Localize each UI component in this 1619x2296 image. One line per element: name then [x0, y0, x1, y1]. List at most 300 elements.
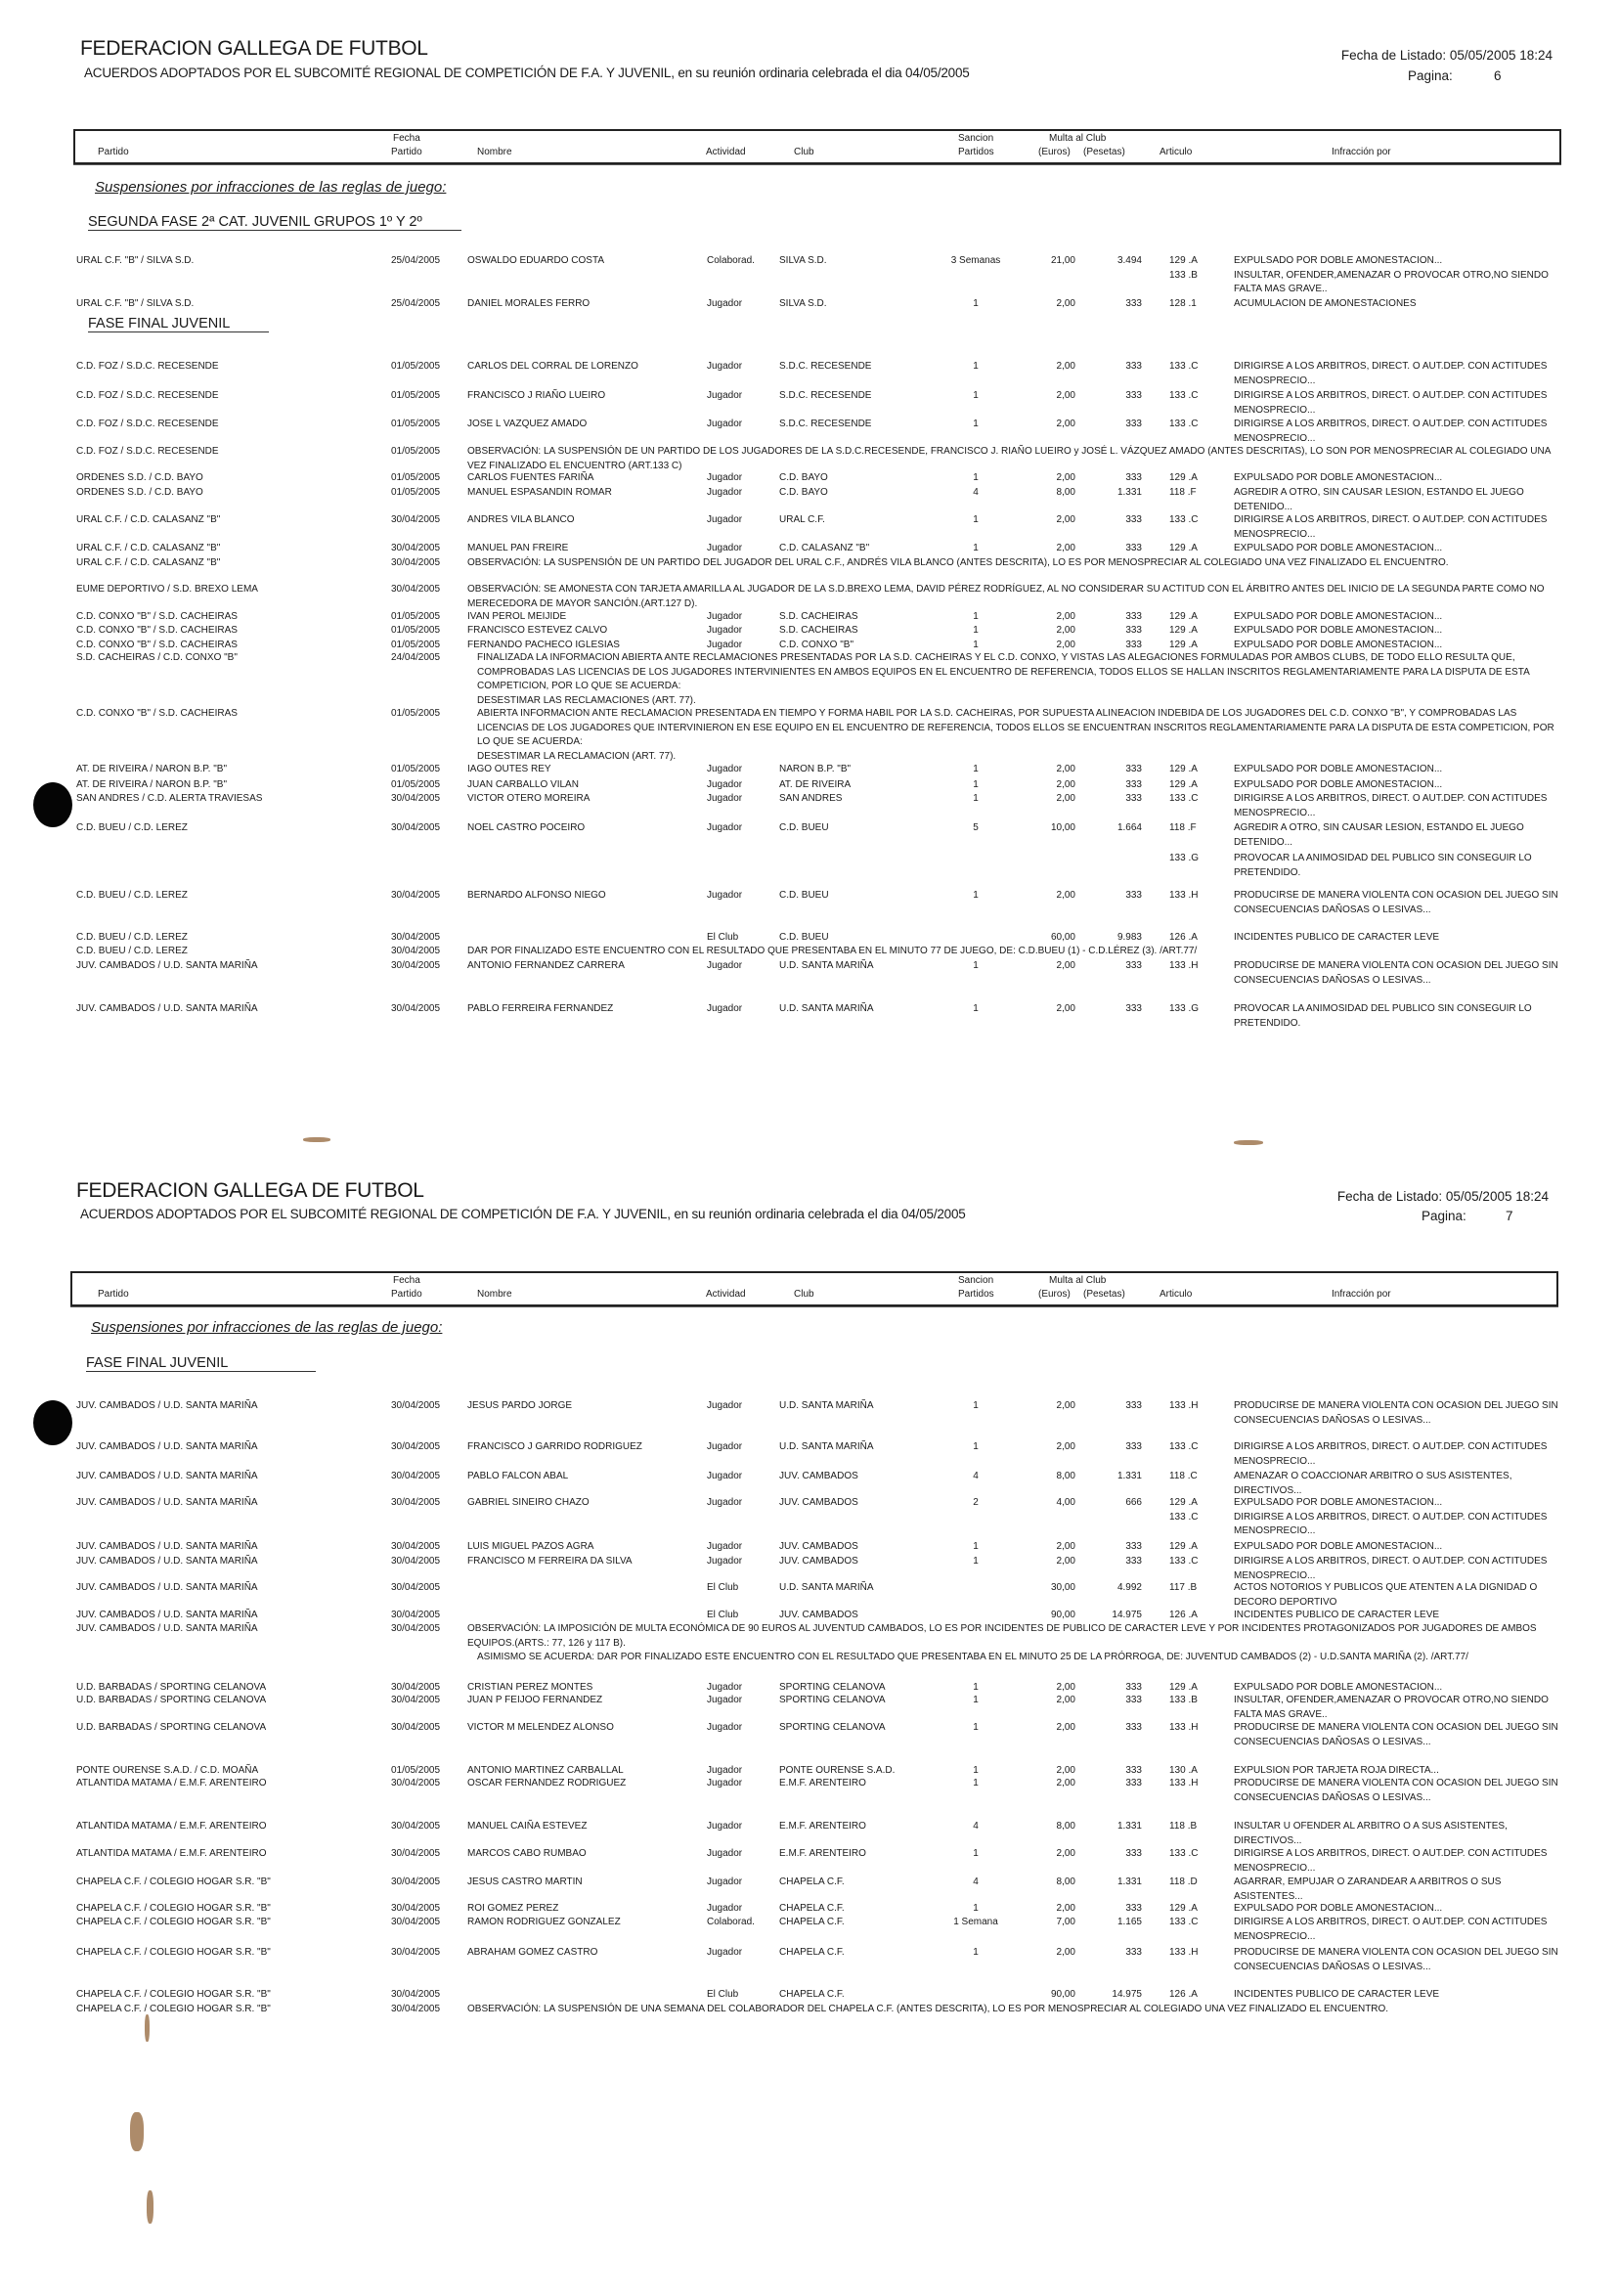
player-name-cell: IAGO OUTES REY — [467, 764, 551, 774]
suspension-matches-cell: 1 — [973, 890, 979, 901]
match-cell: CHAPELA C.F. / COLEGIO HOGAR S.R. "B" — [76, 1947, 271, 1958]
date-cell: 30/04/2005 — [391, 960, 441, 971]
club-cell: AT. DE RIVEIRA — [779, 779, 852, 790]
player-name-cell: JUAN CARBALLO VILAN — [467, 779, 579, 790]
article-cell: 129 .A — [1169, 1497, 1198, 1508]
fine-euros-cell: 2,00 — [1056, 793, 1075, 804]
fine-euros-cell: 2,00 — [1056, 1003, 1075, 1014]
date-cell: 30/04/2005 — [391, 793, 441, 804]
club-cell: E.M.F. ARENTEIRO — [779, 1821, 866, 1832]
observation-text — [467, 651, 1557, 708]
federation-title: FEDERACION GALLEGA DE FUTBOL — [80, 37, 428, 60]
page-number: 6 — [1494, 68, 1502, 83]
date-cell: 30/04/2005 — [391, 1917, 441, 1927]
fine-euros-cell: 2,00 — [1056, 890, 1075, 901]
header-nombre: Nombre — [477, 147, 512, 157]
observation-paragraph: DAR POR FINALIZADO ESTE ENCUENTRO CON EL RESULTADO QUE PRESENTABA EN EL MINUTO 77 DE JUEGO, DE: C.D.BUEU (1) - C.D.LÉREZ (3). /ART.77/ — [467, 946, 1198, 956]
match-cell: JUV. CAMBADOS / U.D. SANTA MARIÑA — [76, 1541, 258, 1552]
listing-date: Fecha de Listado: 05/05/2005 18:24 — [1336, 1189, 1549, 1204]
fine-euros-cell: 90,00 — [1050, 1610, 1075, 1620]
player-name-cell: FRANCISCO J RIAÑO LUEIRO — [467, 390, 606, 401]
club-cell: S.D.C. RECESENDE — [779, 390, 872, 401]
date-cell: 01/05/2005 — [391, 1765, 441, 1776]
suspension-matches-cell: 1 — [973, 361, 979, 372]
article-cell: 133 .H — [1169, 1778, 1199, 1788]
infraction-cell: EXPULSADO POR DOBLE AMONESTACION... — [1234, 255, 1443, 266]
fine-pesetas-cell: 333 — [1125, 640, 1142, 650]
fine-pesetas-cell: 1.331 — [1116, 1821, 1142, 1832]
activity-cell: El Club — [707, 1610, 739, 1620]
club-cell: SPORTING CELANOVA — [779, 1695, 886, 1705]
fine-euros-cell: 8,00 — [1056, 1821, 1075, 1832]
date-cell: 01/05/2005 — [391, 446, 441, 457]
infraction-cell: INCIDENTES PUBLICO DE CARACTER LEVE — [1234, 1989, 1440, 2000]
activity-cell: Jugador — [707, 890, 743, 901]
header-partido: Partido — [98, 147, 129, 157]
article-cell: 129 .A — [1169, 611, 1198, 622]
date-cell: 30/04/2005 — [391, 890, 441, 901]
activity-cell: Jugador — [707, 793, 743, 804]
activity-cell: Jugador — [707, 1947, 743, 1958]
club-cell: JUV. CAMBADOS — [779, 1471, 858, 1481]
header-infraccion: Infracción por — [1332, 147, 1391, 157]
observation-paragraph: ASIMISMO SE ACUERDA: DAR POR FINALIZADO ESTE ENCUENTRO CON EL RESULTADO QUE PRESENTABA EN EL MINUTO 25 DE LA PRÓRROGA, DE: JUVENTUD CAMBADOS (2) - U.D.SANTA MARIÑA (2). /ART.77/ — [477, 1652, 1468, 1662]
activity-cell: El Club — [707, 932, 739, 943]
date-cell: 25/04/2005 — [391, 298, 441, 309]
fine-pesetas-cell: 1.331 — [1116, 1877, 1142, 1887]
activity-cell: El Club — [707, 1989, 739, 2000]
article-cell: 133 .H — [1169, 1400, 1199, 1411]
infraction-cell: EXPULSADO POR DOBLE AMONESTACION... — [1234, 625, 1443, 636]
article-cell: 118 .C — [1169, 1471, 1198, 1481]
header-fecha: Fecha — [393, 1275, 420, 1286]
fine-pesetas-cell: 333 — [1125, 960, 1142, 971]
fine-pesetas-cell: 333 — [1125, 1765, 1142, 1776]
article-cell: 118 .F — [1169, 487, 1197, 498]
match-cell: CHAPELA C.F. / COLEGIO HOGAR S.R. "B" — [76, 1877, 271, 1887]
fine-pesetas-cell: 14.975 — [1112, 1989, 1142, 2000]
activity-cell: Jugador — [707, 1541, 743, 1552]
fine-euros-cell: 2,00 — [1056, 361, 1075, 372]
article-cell: 126 .A — [1169, 1610, 1198, 1620]
match-cell: C.D. FOZ / S.D.C. RECESENDE — [76, 419, 219, 429]
infraction-cell: EXPULSADO POR DOBLE AMONESTACION... — [1234, 640, 1443, 650]
date-cell: 30/04/2005 — [391, 1682, 441, 1693]
player-name-cell: JESUS CASTRO MARTIN — [467, 1877, 583, 1887]
article-cell: 117 .B — [1169, 1582, 1198, 1593]
match-cell: U.D. BARBADAS / SPORTING CELANOVA — [76, 1722, 267, 1733]
infraction-cell: DIRIGIRSE A LOS ARBITROS, DIRECT. O AUT.DEP. CON ACTITUDES MENOSPRECIO... — [1234, 361, 1548, 386]
date-cell: 25/04/2005 — [391, 255, 441, 266]
match-cell: C.D. FOZ / S.D.C. RECESENDE — [76, 390, 219, 401]
player-name-cell: JOSE L VAZQUEZ AMADO — [467, 419, 588, 429]
suspension-matches-cell: 1 — [973, 960, 979, 971]
player-name-cell: CARLOS DEL CORRAL DE LORENZO — [467, 361, 638, 372]
player-name-cell: IVAN PEROL MEIJIDE — [467, 611, 567, 622]
infraction-cell: ACTOS NOTORIOS Y PUBLICOS QUE ATENTEN A LA DIGNIDAD O DECORO DEPORTIVO — [1234, 1582, 1538, 1608]
suspensions-heading: Suspensiones por infracciones de las reglas de juego: — [95, 179, 447, 196]
fine-euros-cell: 2,00 — [1056, 298, 1075, 309]
club-cell: C.D. BAYO — [779, 472, 828, 483]
fine-pesetas-cell: 333 — [1125, 779, 1142, 790]
date-cell: 30/04/2005 — [391, 543, 441, 553]
fine-euros-cell: 21,00 — [1050, 255, 1075, 266]
match-cell: C.D. BUEU / C.D. LEREZ — [76, 932, 188, 943]
activity-cell: Jugador — [707, 1471, 743, 1481]
match-cell: C.D. CONXO "B" / S.D. CACHEIRAS — [76, 611, 238, 622]
fine-pesetas-cell: 1.331 — [1116, 1471, 1142, 1481]
club-cell: CHAPELA C.F. — [779, 1877, 845, 1887]
date-cell: 30/04/2005 — [391, 1003, 441, 1014]
suspension-matches-cell: 1 — [973, 1441, 979, 1452]
match-cell: CHAPELA C.F. / COLEGIO HOGAR S.R. "B" — [76, 1903, 271, 1914]
player-name-cell: ANTONIO MARTINEZ CARBALLAL — [467, 1765, 624, 1776]
fine-euros-cell: 60,00 — [1050, 932, 1075, 943]
match-cell: JUV. CAMBADOS / U.D. SANTA MARIÑA — [76, 1003, 258, 1014]
club-cell: CHAPELA C.F. — [779, 1989, 845, 2000]
infraction-cell: AGREDIR A OTRO, SIN CAUSAR LESION, ESTANDO EL JUEGO DETENIDO... — [1234, 822, 1524, 848]
club-cell: CHAPELA C.F. — [779, 1903, 845, 1914]
match-cell: U.D. BARBADAS / SPORTING CELANOVA — [76, 1695, 267, 1705]
club-cell: S.D. CACHEIRAS — [779, 611, 858, 622]
fine-euros-cell: 2,00 — [1056, 1400, 1075, 1411]
suspension-matches-cell: 1 — [973, 1556, 979, 1567]
infraction-cell: DIRIGIRSE A LOS ARBITROS, DIRECT. O AUT.DEP. CON ACTITUDES MENOSPRECIO... — [1234, 514, 1548, 540]
header-infraccion: Infracción por — [1332, 1289, 1391, 1300]
match-cell: CHAPELA C.F. / COLEGIO HOGAR S.R. "B" — [76, 1917, 271, 1927]
suspension-matches-cell: 1 — [973, 1722, 979, 1733]
club-cell: C.D. CONXO "B" — [779, 640, 853, 650]
match-cell: C.D. BUEU / C.D. LEREZ — [76, 890, 188, 901]
player-name-cell: FERNANDO PACHECO IGLESIAS — [467, 640, 620, 650]
fine-euros-cell: 8,00 — [1056, 487, 1075, 498]
date-cell: 01/05/2005 — [391, 472, 441, 483]
player-name-cell: JESUS PARDO JORGE — [467, 1400, 573, 1411]
header-fecha-partido: Partido — [391, 1289, 422, 1300]
suspension-matches-cell: 1 — [973, 1682, 979, 1693]
suspension-matches-cell: 1 — [973, 514, 979, 525]
fine-pesetas-cell: 333 — [1125, 793, 1142, 804]
article-cell: 133 .G — [1169, 1003, 1200, 1014]
article-cell: 129 .A — [1169, 640, 1198, 650]
fine-pesetas-cell: 333 — [1125, 472, 1142, 483]
fine-euros-cell: 4,00 — [1056, 1497, 1075, 1508]
infraction-cell: EXPULSADO POR DOBLE AMONESTACION... — [1234, 472, 1443, 483]
club-cell: U.D. SANTA MARIÑA — [779, 1582, 874, 1593]
infraction-cell: PRODUCIRSE DE MANERA VIOLENTA CON OCASION DEL JUEGO SIN CONSECUENCIAS DAÑOSAS O LESIVAS... — [1234, 890, 1558, 915]
fine-pesetas-cell: 1.165 — [1116, 1917, 1142, 1927]
infraction-cell: INSULTAR, OFENDER,AMENAZAR O PROVOCAR OTRO,NO SIENDO FALTA MAS GRAVE.. — [1234, 269, 1549, 294]
article-cell: 128 .1 — [1169, 298, 1197, 309]
match-cell: JUV. CAMBADOS / U.D. SANTA MARIÑA — [76, 1582, 258, 1593]
date-cell: 30/04/2005 — [391, 1903, 441, 1914]
fine-pesetas-cell: 333 — [1125, 764, 1142, 774]
infraction-cell: DIRIGIRSE A LOS ARBITROS, DIRECT. O AUT.DEP. CON ACTITUDES MENOSPRECIO... — [1234, 1556, 1548, 1581]
activity-cell: Jugador — [707, 1003, 743, 1014]
activity-cell: Jugador — [707, 419, 743, 429]
match-cell: ATLANTIDA MATAMA / E.M.F. ARENTEIRO — [76, 1848, 267, 1859]
activity-cell: Jugador — [707, 390, 743, 401]
club-cell: JUV. CAMBADOS — [779, 1497, 858, 1508]
match-cell: JUV. CAMBADOS / U.D. SANTA MARIÑA — [76, 1623, 258, 1634]
date-cell: 30/04/2005 — [391, 584, 441, 595]
infraction-cell: PRODUCIRSE DE MANERA VIOLENTA CON OCASION DEL JUEGO SIN CONSECUENCIAS DAÑOSAS O LESIVAS... — [1234, 1947, 1558, 1972]
club-cell: SPORTING CELANOVA — [779, 1682, 886, 1693]
player-name-cell: CARLOS FUENTES FARIÑA — [467, 472, 594, 483]
infraction-cell: PRODUCIRSE DE MANERA VIOLENTA CON OCASION DEL JUEGO SIN CONSECUENCIAS DAÑOSAS O LESIVAS... — [1234, 1400, 1558, 1426]
suspension-matches-cell: 1 — [973, 1003, 979, 1014]
infraction-cell: INSULTAR, OFENDER,AMENAZAR O PROVOCAR OTRO,NO SIENDO FALTA MAS GRAVE.. — [1234, 1695, 1549, 1720]
article-cell: 133 .H — [1169, 890, 1199, 901]
player-name-cell: MANUEL PAN FREIRE — [467, 543, 569, 553]
suspension-matches-cell: 4 — [973, 1821, 979, 1832]
article-cell: 133 .H — [1169, 960, 1199, 971]
fine-pesetas-cell: 333 — [1125, 890, 1142, 901]
fine-euros-cell: 2,00 — [1056, 1947, 1075, 1958]
club-cell: S.D. CACHEIRAS — [779, 625, 858, 636]
observation-text — [467, 1622, 1557, 1665]
infraction-cell: DIRIGIRSE A LOS ARBITROS, DIRECT. O AUT.DEP. CON ACTITUDES MENOSPRECIO... — [1234, 793, 1548, 818]
fine-pesetas-cell: 333 — [1125, 298, 1142, 309]
observation-paragraph: OBSERVACIÓN: LA SUSPENSIÓN DE UN PARTIDO DE LOS JUGADORES DE LA S.D.C.RECESENDE, FRANCISCO J. RIAÑO LUEIRO y JOSÉ L. VÁZQUEZ AMADO (ANTES DESCRITAS), LO SON POR MENOSPRECIAR AL COLEGIADO UNA VEZ FINALIZADO EL ENCUENTRO (ART.133 C) — [467, 446, 1551, 471]
article-cell: 133 .G — [1169, 853, 1200, 863]
club-cell: S.D.C. RECESENDE — [779, 419, 872, 429]
fine-euros-cell: 2,00 — [1056, 611, 1075, 622]
ink-blot — [33, 1400, 72, 1445]
fine-euros-cell: 2,00 — [1056, 1695, 1075, 1705]
fine-euros-cell: 2,00 — [1056, 1903, 1075, 1914]
activity-cell: Colaborad. — [707, 1917, 755, 1927]
date-cell: 30/04/2005 — [391, 1497, 441, 1508]
suspension-matches-cell: 1 — [973, 1903, 979, 1914]
match-cell: URAL C.F. / C.D. CALASANZ "B" — [76, 557, 221, 568]
listing-date: Fecha de Listado: 05/05/2005 18:24 — [1340, 48, 1553, 63]
date-cell: 30/04/2005 — [391, 1695, 441, 1705]
fine-pesetas-cell: 333 — [1125, 1003, 1142, 1014]
header-club: Club — [794, 1289, 814, 1300]
date-cell: 30/04/2005 — [391, 1989, 441, 2000]
match-cell: EUME DEPORTIVO / S.D. BREXO LEMA — [76, 584, 258, 595]
header-pesetas: (Pesetas) — [1083, 1289, 1125, 1300]
infraction-cell: ACUMULACION DE AMONESTACIONES — [1234, 298, 1417, 309]
suspension-matches-cell: 1 — [973, 1778, 979, 1788]
match-cell: JUV. CAMBADOS / U.D. SANTA MARIÑA — [76, 960, 258, 971]
fine-euros-cell: 2,00 — [1056, 1765, 1075, 1776]
club-cell: URAL C.F. — [779, 514, 825, 525]
infraction-cell: DIRIGIRSE A LOS ARBITROS, DIRECT. O AUT.DEP. CON ACTITUDES MENOSPRECIO... — [1234, 1848, 1548, 1874]
player-name-cell: ROI GOMEZ PEREZ — [467, 1903, 559, 1914]
match-cell: C.D. CONXO "B" / S.D. CACHEIRAS — [76, 640, 238, 650]
suspension-matches-cell: 1 — [973, 611, 979, 622]
fine-pesetas-cell: 333 — [1125, 419, 1142, 429]
suspension-matches-cell: 1 — [973, 543, 979, 553]
fine-euros-cell: 2,00 — [1056, 390, 1075, 401]
header-actividad: Actividad — [706, 1289, 746, 1300]
infraction-cell: EXPULSADO POR DOBLE AMONESTACION... — [1234, 764, 1443, 774]
suspension-matches-cell: 1 — [973, 779, 979, 790]
header-multa: Multa al Club — [1049, 1275, 1107, 1286]
match-cell: JUV. CAMBADOS / U.D. SANTA MARIÑA — [76, 1610, 258, 1620]
club-cell: PONTE OURENSE S.A.D. — [779, 1765, 896, 1776]
activity-cell: Jugador — [707, 960, 743, 971]
fine-pesetas-cell: 333 — [1125, 1441, 1142, 1452]
date-cell: 01/05/2005 — [391, 779, 441, 790]
infraction-cell: INSULTAR U OFENDER AL ARBITRO O A SUS ASISTENTES, DIRECTIVOS... — [1234, 1821, 1508, 1846]
infraction-cell: DIRIGIRSE A LOS ARBITROS, DIRECT. O AUT.DEP. CON ACTITUDES MENOSPRECIO... — [1234, 1917, 1548, 1942]
stain-mark — [145, 2014, 150, 2042]
article-cell: 129 .A — [1169, 1903, 1198, 1914]
observation-paragraph: OBSERVACIÓN: LA IMPOSICIÓN DE MULTA ECONÓMICA DE 90 EUROS AL JUVENTUD CAMBADOS, LO ES POR INCIDENTES DE PUBLICO DE CARACTER LEVE Y POR INCIDENTES PROTAGONIZADOS POR JUGADORES DE AMBOS EQUIPOS.(ARTS.: 77, 126 y 117 B). — [467, 1623, 1537, 1649]
date-cell: 30/04/2005 — [391, 557, 441, 568]
infraction-cell: DIRIGIRSE A LOS ARBITROS, DIRECT. O AUT.DEP. CON ACTITUDES MENOSPRECIO... — [1234, 1441, 1548, 1467]
player-name-cell: OSCAR FERNANDEZ RODRIGUEZ — [467, 1778, 627, 1788]
fine-pesetas-cell: 1.664 — [1116, 822, 1142, 833]
fine-pesetas-cell: 333 — [1125, 1682, 1142, 1693]
infraction-cell: PRODUCIRSE DE MANERA VIOLENTA CON OCASION DEL JUEGO SIN CONSECUENCIAS DAÑOSAS O LESIVAS... — [1234, 1778, 1558, 1803]
suspension-matches-cell: 1 — [973, 1400, 979, 1411]
article-cell: 133 .C — [1169, 1441, 1199, 1452]
fine-pesetas-cell: 333 — [1125, 390, 1142, 401]
section-heading: SEGUNDA FASE 2ª CAT. JUVENIL GRUPOS 1º Y 2º — [88, 214, 461, 231]
stain-mark — [130, 2112, 144, 2151]
match-cell: C.D. BUEU / C.D. LEREZ — [76, 946, 188, 956]
date-cell: 30/04/2005 — [391, 1947, 441, 1958]
player-name-cell: NOEL CASTRO POCEIRO — [467, 822, 586, 833]
player-name-cell: VICTOR OTERO MOREIRA — [467, 793, 591, 804]
activity-cell: Jugador — [707, 1695, 743, 1705]
suspension-matches-cell: 3 Semanas — [950, 255, 1001, 266]
infraction-cell: AMENAZAR O COACCIONAR ARBITRO O SUS ASISTENTES, DIRECTIVOS... — [1234, 1471, 1512, 1496]
infraction-cell: EXPULSADO POR DOBLE AMONESTACION... — [1234, 1541, 1443, 1552]
observation-paragraph: ABIERTA INFORMACION ANTE RECLAMACION PRESENTADA EN TIEMPO Y FORMA HABIL POR LA S.D. CACHEIRAS, POR SUPUESTA ALINEACION INDEBIDA DE LOS JUGADORES DEL C.D. CONXO "B", Y COMPROBADAS LAS LICENCIAS DE LOS JUGADORES QUE INTERVINIERON EN ESE EQUIPO EN EL ENCUENTRO DE REFERENCIA, TODOS ELLOS SE ENCUENTRAN INSCRITOS REGLAMENTARIAMENTE PARA LA DISPUTA DE ESTA COMPETICION, POR LO QUE SE ACUERDA: — [477, 708, 1554, 747]
suspension-matches-cell: 1 Semana — [953, 1917, 998, 1927]
match-cell: CHAPELA C.F. / COLEGIO HOGAR S.R. "B" — [76, 1989, 271, 2000]
date-cell: 01/05/2005 — [391, 487, 441, 498]
fine-pesetas-cell: 333 — [1125, 361, 1142, 372]
article-cell: 129 .A — [1169, 1541, 1198, 1552]
club-cell: JUV. CAMBADOS — [779, 1610, 858, 1620]
match-cell: AT. DE RIVEIRA / NARON B.P. "B" — [76, 764, 227, 774]
match-cell: SAN ANDRES / C.D. ALERTA TRAVIESAS — [76, 793, 263, 804]
match-cell: C.D. BUEU / C.D. LEREZ — [76, 822, 188, 833]
observation-text — [467, 583, 1557, 611]
article-cell: 129 .A — [1169, 255, 1198, 266]
fine-pesetas-cell: 14.975 — [1112, 1610, 1142, 1620]
suspension-matches-cell: 4 — [973, 1877, 979, 1887]
club-cell: CHAPELA C.F. — [779, 1917, 845, 1927]
observation-paragraph: DESESTIMAR LA RECLAMACION (ART. 77). — [477, 750, 677, 762]
activity-cell: Jugador — [707, 1722, 743, 1733]
suspension-matches-cell: 1 — [973, 625, 979, 636]
player-name-cell: ANTONIO FERNANDEZ CARRERA — [467, 960, 625, 971]
fine-euros-cell: 2,00 — [1056, 1722, 1075, 1733]
fine-euros-cell: 10,00 — [1050, 822, 1075, 833]
activity-cell: Jugador — [707, 1778, 743, 1788]
article-cell: 118 .D — [1169, 1877, 1198, 1887]
date-cell: 01/05/2005 — [391, 640, 441, 650]
club-cell: C.D. BUEU — [779, 822, 829, 833]
header-articulo: Articulo — [1160, 1289, 1193, 1300]
match-cell: JUV. CAMBADOS / U.D. SANTA MARIÑA — [76, 1441, 258, 1452]
date-cell: 30/04/2005 — [391, 1400, 441, 1411]
infraction-cell: AGREDIR A OTRO, SIN CAUSAR LESION, ESTANDO EL JUEGO DETENIDO... — [1234, 487, 1524, 512]
fine-euros-cell: 2,00 — [1056, 1778, 1075, 1788]
infraction-cell: EXPULSADO POR DOBLE AMONESTACION... — [1234, 779, 1443, 790]
article-cell: 133 .C — [1169, 1511, 1199, 1523]
suspension-matches-cell: 1 — [973, 1947, 979, 1958]
player-name-cell: DANIEL MORALES FERRO — [467, 298, 591, 309]
suspension-matches-cell: 1 — [973, 390, 979, 401]
player-name-cell: OSWALDO EDUARDO COSTA — [467, 255, 605, 266]
club-cell: SPORTING CELANOVA — [779, 1722, 886, 1733]
match-cell: JUV. CAMBADOS / U.D. SANTA MARIÑA — [76, 1556, 258, 1567]
article-cell: 129 .A — [1169, 625, 1198, 636]
fine-pesetas-cell: 333 — [1125, 1722, 1142, 1733]
date-cell: 30/04/2005 — [391, 1610, 441, 1620]
infraction-cell: PRODUCIRSE DE MANERA VIOLENTA CON OCASION DEL JUEGO SIN CONSECUENCIAS DAÑOSAS O LESIVAS... — [1234, 1722, 1558, 1747]
fine-pesetas-cell: 333 — [1125, 1848, 1142, 1859]
header-articulo: Articulo — [1160, 147, 1193, 157]
header-multa: Multa al Club — [1049, 133, 1107, 144]
fine-euros-cell: 2,00 — [1056, 1556, 1075, 1567]
club-cell: U.D. SANTA MARIÑA — [779, 960, 874, 971]
fine-euros-cell: 2,00 — [1056, 625, 1075, 636]
activity-cell: Jugador — [707, 1765, 743, 1776]
activity-cell: Jugador — [707, 1400, 743, 1411]
match-cell: C.D. CONXO "B" / S.D. CACHEIRAS — [76, 625, 238, 636]
infraction-cell: EXPULSADO POR DOBLE AMONESTACION... — [1234, 1682, 1443, 1693]
document-subtitle: ACUERDOS ADOPTADOS POR EL SUBCOMITÉ REGIONAL DE COMPETICIÓN DE F.A. Y JUVENIL, en su reunión ordinaria celebrada el dia 04/05/2005 — [84, 66, 970, 80]
observation-text — [467, 945, 1557, 959]
section-heading: FASE FINAL JUVENIL — [88, 316, 269, 332]
match-cell: C.D. FOZ / S.D.C. RECESENDE — [76, 446, 219, 457]
header-pesetas: (Pesetas) — [1083, 147, 1125, 157]
date-cell: 30/04/2005 — [391, 1441, 441, 1452]
match-cell: JUV. CAMBADOS / U.D. SANTA MARIÑA — [76, 1471, 258, 1481]
header-fecha: Fecha — [393, 133, 420, 144]
activity-cell: Jugador — [707, 640, 743, 650]
observation-text — [467, 445, 1557, 473]
activity-cell: Colaborad. — [707, 255, 755, 266]
article-cell: 133 .B — [1169, 1695, 1198, 1705]
club-cell: SILVA S.D. — [779, 298, 827, 309]
article-cell: 126 .A — [1169, 1989, 1198, 2000]
fine-euros-cell: 2,00 — [1056, 764, 1075, 774]
club-cell: SAN ANDRES — [779, 793, 843, 804]
suspension-matches-cell: 4 — [973, 487, 979, 498]
club-cell: U.D. SANTA MARIÑA — [779, 1003, 874, 1014]
suspension-matches-cell: 1 — [973, 764, 979, 774]
article-cell: 126 .A — [1169, 932, 1198, 943]
infraction-cell: EXPULSADO POR DOBLE AMONESTACION... — [1234, 543, 1443, 553]
player-name-cell: MANUEL ESPASANDIN ROMAR — [467, 487, 612, 498]
club-cell: C.D. CALASANZ "B" — [779, 543, 870, 553]
match-cell: ORDENES S.D. / C.D. BAYO — [76, 487, 203, 498]
suspension-matches-cell: 1 — [973, 298, 979, 309]
match-cell: URAL C.F. "B" / SILVA S.D. — [76, 298, 195, 309]
match-cell: JUV. CAMBADOS / U.D. SANTA MARIÑA — [76, 1497, 258, 1508]
observation-paragraph: OBSERVACIÓN: SE AMONESTA CON TARJETA AMARILLA AL JUGADOR DE LA S.D.BREXO LEMA, DAVID PÉREZ RODRÍGUEZ, AL NO CONSIDERAR SU ACTITUD CON EL ÁRBITRO ANTES DEL INICIO DE LA SEGUNDA PARTE COMO NO MERECEDORA DE MAYOR SANCIÓN.(ART.127 D). — [467, 584, 1545, 609]
infraction-cell: EXPULSADO POR DOBLE AMONESTACION... — [1234, 1903, 1443, 1914]
page-number-label: Pagina: — [1422, 1209, 1466, 1223]
date-cell: 30/04/2005 — [391, 1821, 441, 1832]
date-cell: 01/05/2005 — [391, 390, 441, 401]
player-name-cell: VICTOR M MELENDEZ ALONSO — [467, 1722, 614, 1733]
activity-cell: Jugador — [707, 1848, 743, 1859]
infraction-cell: AGARRAR, EMPUJAR O ZARANDEAR A ARBITROS O SUS ASISTENTES... — [1234, 1877, 1502, 1902]
header-euros: (Euros) — [1038, 1289, 1071, 1300]
date-cell: 30/04/2005 — [391, 1582, 441, 1593]
